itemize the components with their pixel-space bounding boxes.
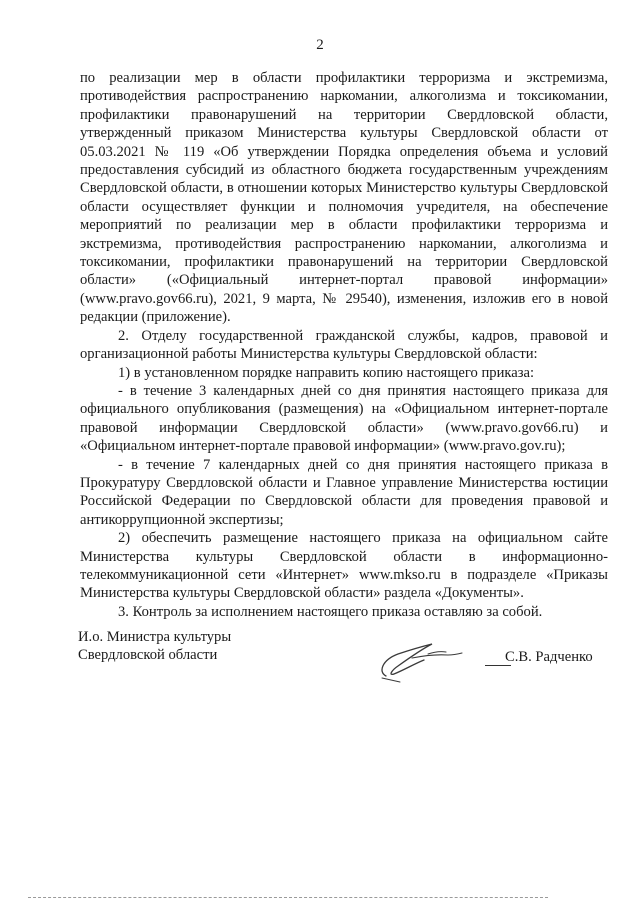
paragraph-bullet-publication: - в течение 3 календарных дней со дня принятия настоящего приказа для официального опубликования (размещения) на «Официальном интернет-портале правовой информации Свердловской области» (www.pravo.gov66.ru) и «Официальном интернет-портале правовой информации» (www.pravo.gov.ru);: [80, 382, 608, 455]
paragraph-item-3: 3. Контроль за исполнением настоящего приказа оставляю за собой.: [118, 603, 543, 620]
paragraph-continuation: по реализации мер в области профилактики терроризма и экстремизма, противодействия распространению наркомании, алкоголизма и токсикомании, профилактики правонарушений на территории Свердловской области, утвержденный приказом Министерства культуры Свердловской области от 05.03.2021 № 119 «Об утверждении Порядка определения объема и условий предоставления субсидий из областного бюджета государственным учреждениям Свердловской области, в отношении которых Министерство культуры Свердловской области осуществляет функции и полномочия учредителя, на обеспечение мероприятий по реализации мер в области профилактики терроризма и экстремизма, противодействия распространению наркомании, алкоголизма и токсикомании, профилактики правонарушений на территории Свердловской области» («Официальный интернет-портал правовой информации» (www.pravo.gov66.ru), 2021, 9 марта, № 29540), изменения, изложив его в новой редакции (приложение).: [80, 70, 608, 326]
paragraph-subitem-1: 1) в установленном порядке направить копию настоящего приказа:: [118, 364, 535, 381]
signatory-position-line-2: Свердловской области: [78, 647, 218, 664]
page-number: 2: [316, 37, 324, 53]
signatory-position-line-1: И.о. Министра культуры: [78, 629, 232, 645]
signatory-name: С.В. Радченко: [505, 649, 593, 665]
paragraph-item-2: 2. Отделу государственной гражданской службы, кадров, правовой и организационной работы Министерства культуры Свердловской области:: [80, 327, 608, 363]
scan-artifact-line: [28, 897, 548, 898]
paragraph-bullet-prosecutor: - в течение 7 календарных дней со дня принятия настоящего приказа в Прокуратуру Свердловской области и Главное управление Министерства юстиции Российской Федерации по Свердловской области для проведения правовой и антикоррупционной экспертизы;: [80, 456, 608, 528]
handwritten-signature: [368, 632, 478, 688]
signatory-position: [78, 628, 231, 665]
paragraph-subitem-2: 2) обеспечить размещение настоящего приказа на официальном сайте Министерства культуры Свердловской области в информационно-телекоммуникационной сети «Интернет» www.mkso.ru в подразделе «Приказы Министерства культуры Свердловской области» раздела «Документы».: [80, 530, 608, 602]
document-body: [80, 69, 608, 621]
